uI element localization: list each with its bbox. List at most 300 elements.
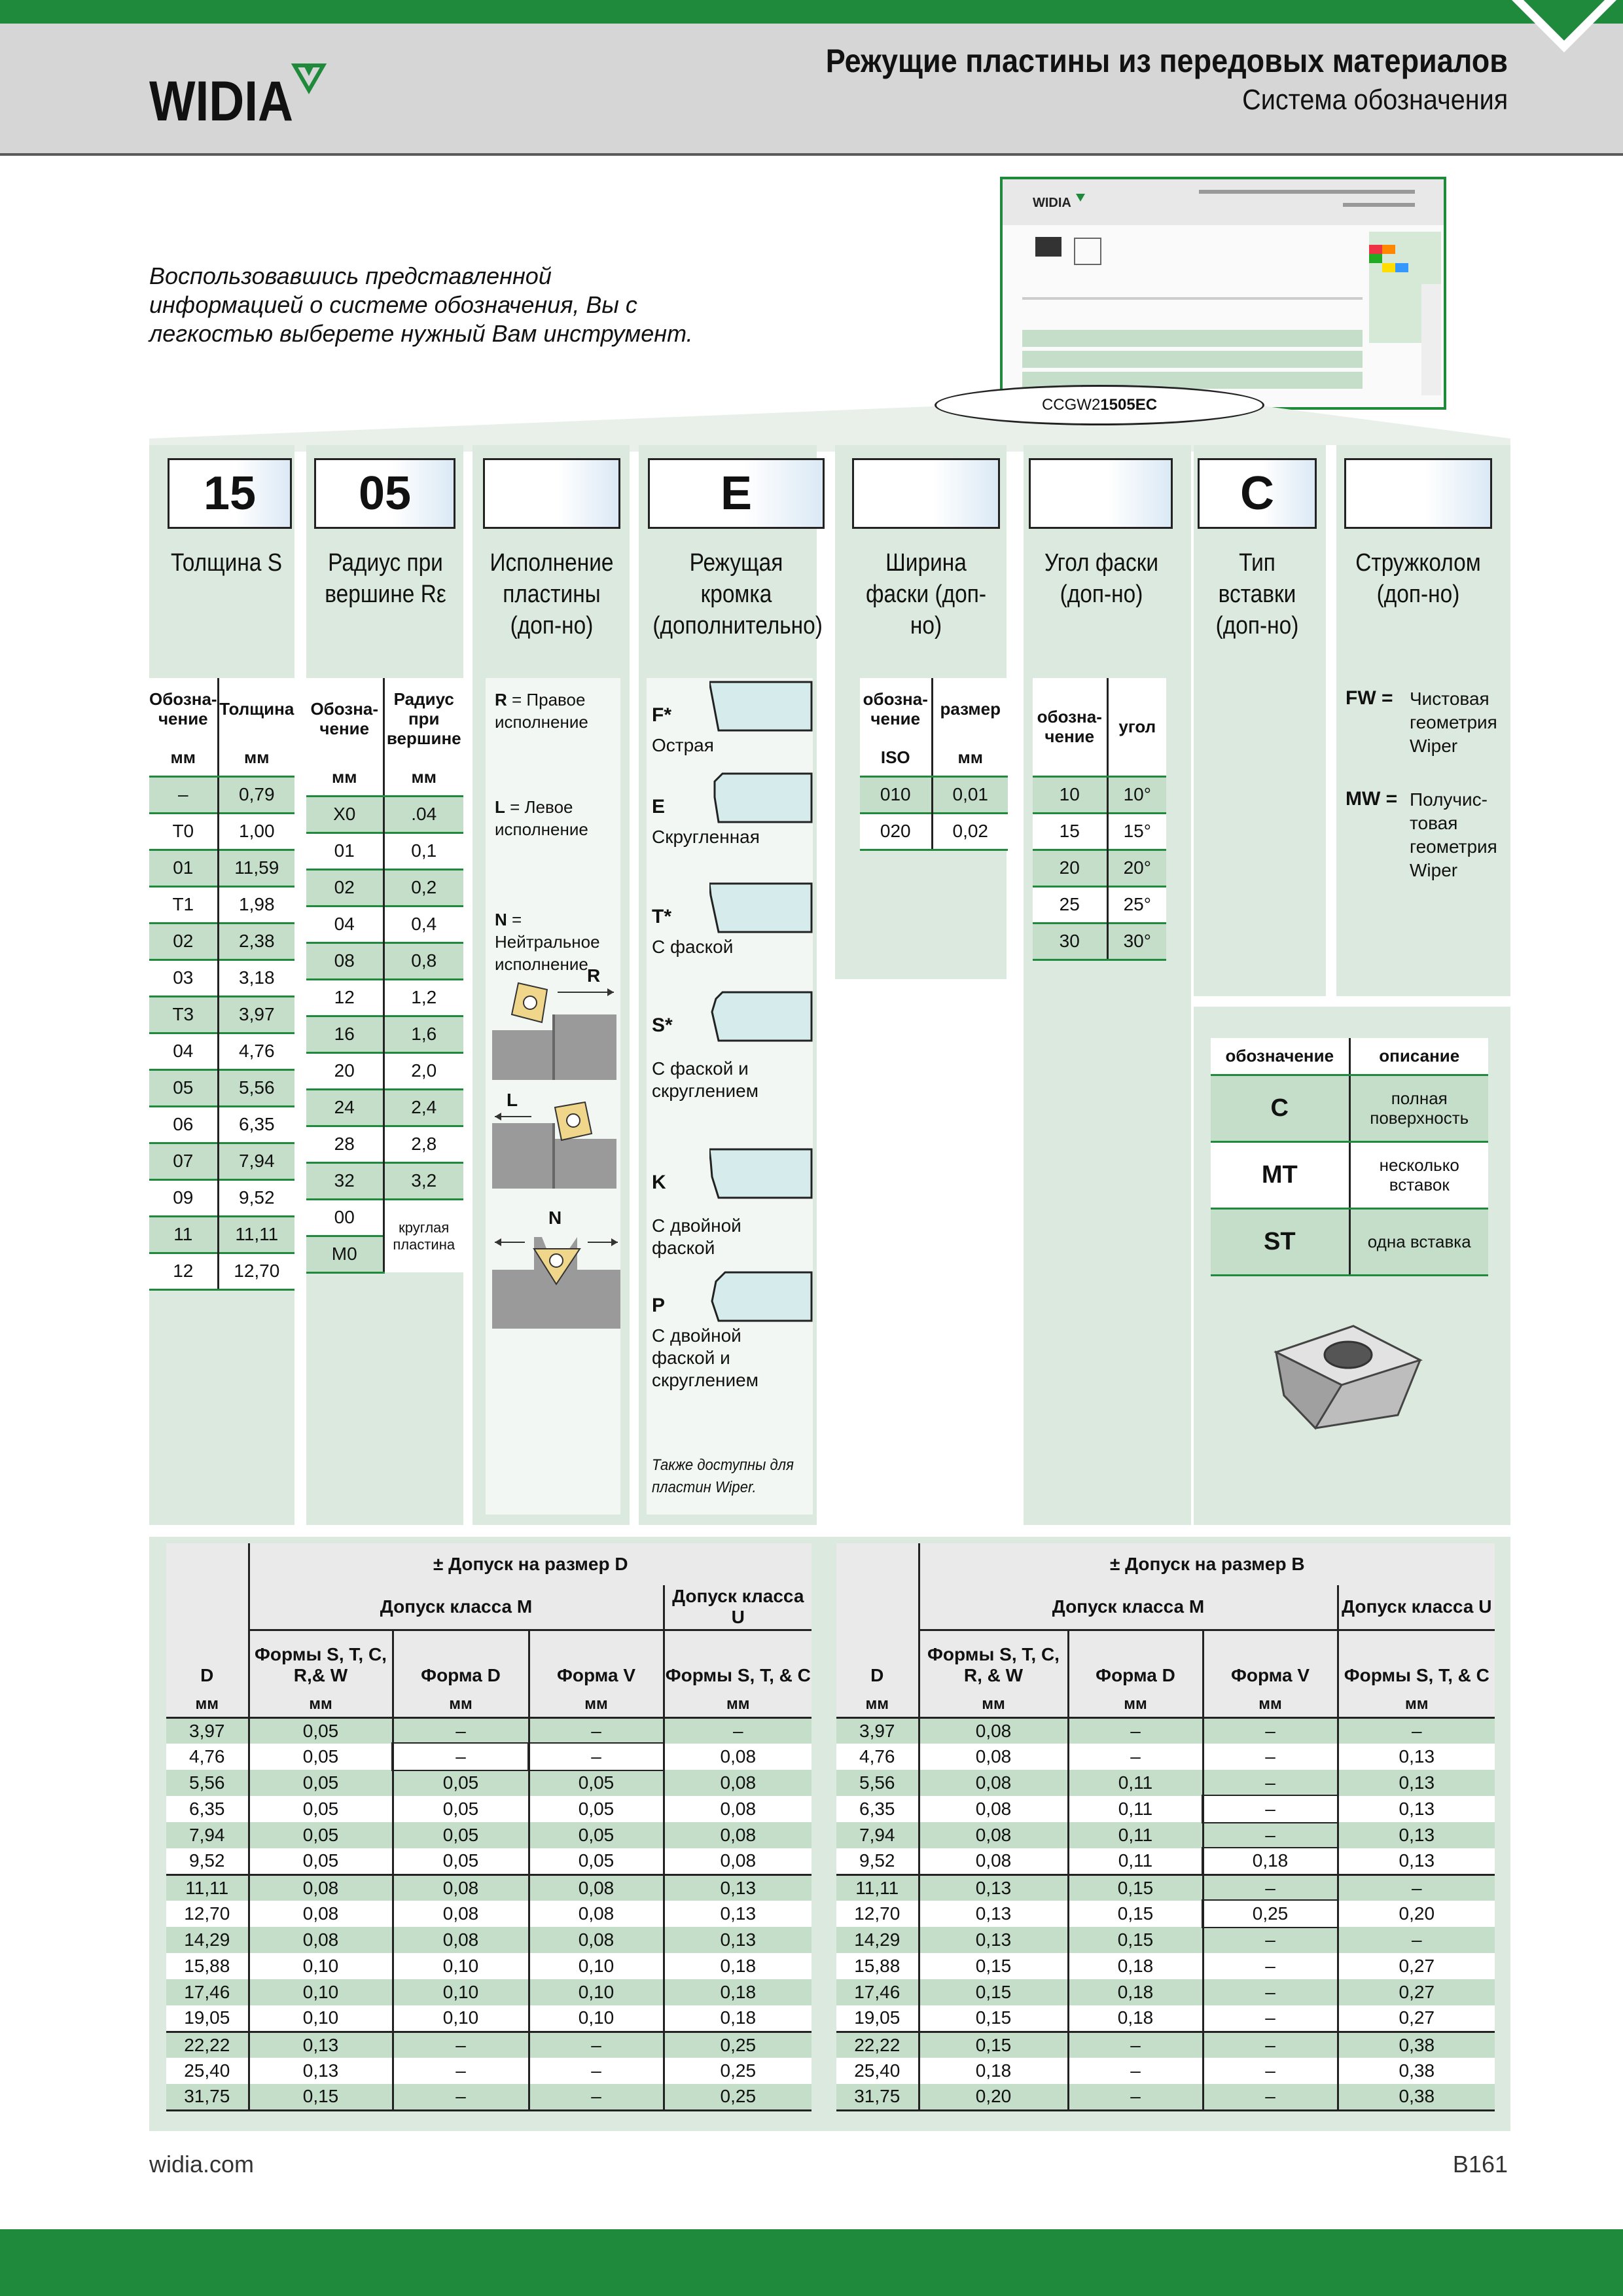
column-title-radius: Радиус при вершине Rε [325,549,446,608]
table-cell: 0,18 [1068,1953,1203,1979]
table-cell: 04 [306,906,383,942]
table-cell: – [529,1744,664,1770]
edge-code-text: K [652,1172,666,1193]
table-cell: 4,76 [218,1033,294,1069]
table-cell: 0,01 [932,776,1008,813]
code-box-radius: 05 [314,458,455,529]
table-cell: 7,94 [836,1822,919,1848]
table-row [836,1874,1495,1901]
table-cell: 0,13 [919,1874,1068,1901]
table-cell: 0,08 [393,1901,529,1927]
column-title-chipbreaker: Стружколом (доп-но) [1355,549,1481,608]
table-cell: 0,05 [393,1822,529,1848]
table-cell: 0,05 [249,1744,393,1770]
table-cell: 9,52 [836,1848,919,1874]
table-cell: – [1068,2032,1203,2058]
table-cell: 17,46 [836,1979,919,2005]
table-cell: 0,08 [393,1927,529,1953]
footer-url[interactable]: widia.com [149,2151,255,2178]
funnel-lines [149,399,1510,452]
table-cell: – [1203,1927,1338,1953]
th-class-u: Допуск класса U [664,1585,812,1630]
table-row [166,1796,812,1822]
table-cell: 0,05 [249,1770,393,1796]
table-row [149,960,294,996]
table-cell: T0 [149,813,218,850]
table-cell: 25° [1107,886,1166,923]
table-cell: – [529,2058,664,2084]
table-cell: .04 [383,796,463,833]
table-row [1033,813,1166,850]
table-cell: – [1068,2058,1203,2084]
table-cell: 0,05 [529,1848,664,1874]
unit-cell: мм [664,1693,812,1717]
table-row [149,1253,294,1289]
table-cell: 0,25 [1203,1901,1338,1927]
table-cell: 11,11 [166,1874,249,1901]
edge-code-text: P [652,1295,666,1316]
table-cell: 06 [149,1106,218,1143]
table-cell: – [1203,2058,1338,2084]
table-cell: 0,27 [1338,1953,1495,1979]
insert-icon [1270,1317,1427,1435]
table-cell: T3 [149,996,218,1033]
edge-label: С двойной фаской [652,1215,741,1258]
table-cell: 0,08 [393,1874,529,1901]
table-row [306,796,463,833]
table-cell: 0,18 [664,2005,812,2032]
table-cell: – [1203,2084,1338,2110]
bottom-green-bar [0,2229,1623,2296]
edge-code [652,704,671,726]
edge-label: С двойной фаской и скруглением [652,1325,758,1390]
column-divider [1326,445,1336,1005]
table-cell: – [393,2084,529,2110]
table-cell: 12,70 [218,1253,294,1289]
table-cell: – [149,776,218,813]
table-cell: 0,11 [1068,1822,1203,1848]
table-cell: T1 [149,886,218,923]
table-cell: 0,05 [529,1770,664,1796]
table-row [306,869,463,906]
table-row [1033,886,1166,923]
table-cell: 0,15 [1068,1927,1203,1953]
th-unit: мм [306,759,383,796]
table-cell: 0,18 [664,1953,812,1979]
table-cell: 0,25 [664,2084,812,2110]
table-cell: 0,15 [919,2032,1068,2058]
table-cell: 0,05 [249,1822,393,1848]
table-row [166,2005,812,2032]
table-cell: 3,97 [836,1717,919,1744]
table-cell: 0,10 [393,1953,529,1979]
unit-cell: мм [529,1693,664,1717]
edge-code-text: S* [652,1014,673,1036]
table-row [149,850,294,886]
table-cell: 0,10 [393,1979,529,2005]
units-row [836,1693,1495,1717]
table-cell: 0,08 [529,1927,664,1953]
unit-cell: мм [919,1693,1068,1717]
table-cell: 0,13 [919,1927,1068,1953]
table-cell: – [1203,1796,1338,1822]
table-cell: 22,22 [166,2032,249,2058]
edge-profile-icon [709,679,814,733]
designation-example [935,385,1264,425]
chipbreaker-text: Чистовая геометрия Wiper [1410,689,1497,756]
table-cell: 30 [1033,923,1107,960]
th-designation: обозна-чение [860,678,932,740]
table-cell: 1,98 [218,886,294,923]
table-cell: 11,11 [218,1216,294,1253]
table-cell: – [1338,1874,1495,1901]
table-row [836,1822,1495,1848]
page-subtitle: Система обозначения [1241,84,1508,116]
table-cell: 0,05 [249,1717,393,1744]
th-thickness: Толщина [218,678,294,740]
th-unit: мм [149,740,218,776]
table-cell: 0,08 [919,1848,1068,1874]
unit-cell: мм [1338,1693,1495,1717]
table-row [1033,850,1166,886]
table-cell: 30° [1107,923,1166,960]
table-cell: 17,46 [166,1979,249,2005]
catalog-page-thumbnail [1000,177,1446,410]
table-cell: 0,13 [664,1927,812,1953]
table-cell: – [1203,2005,1338,2032]
table-cell: 31,75 [836,2084,919,2110]
radius-table [306,678,463,1274]
table-cell: 12,70 [166,1901,249,1927]
table-cell: – [393,2058,529,2084]
column-title-hand: Исполнение пластины (доп-но) [490,549,614,639]
table-cell: 0,18 [664,1979,812,2005]
hand-illustrations [492,962,620,1329]
table-row [1033,923,1166,960]
table-cell: 0,13 [249,2058,393,2084]
table-row [306,942,463,979]
table-cell: 0,08 [529,1874,664,1901]
units-row [166,1693,812,1717]
table-row [149,1143,294,1179]
table-cell: 20° [1107,850,1166,886]
code-box-hand [483,458,620,529]
svg-text:N: N [548,1208,562,1228]
table-cell: 0,18 [919,2058,1068,2084]
hand-l-text: L = Левое исполнение [495,797,588,839]
table-cell: – [1203,1979,1338,2005]
table-cell: 0,13 [1338,1744,1495,1770]
table-cell: 15 [1033,813,1107,850]
table-row [166,1927,812,1953]
th-class-u: Допуск класса U [1338,1585,1495,1630]
hand-n-text: N = Нейтральное исполнение [495,910,600,974]
table-row [836,1796,1495,1822]
edge-code [652,1172,666,1194]
table-row [166,1979,812,2005]
column-divider-h [1194,996,1510,1007]
table-cell: – [529,2032,664,2058]
th-d: D [166,1543,249,1693]
unit-cell: мм [1203,1693,1338,1717]
table-row [166,1770,812,1796]
table-cell: 0,13 [1338,1796,1495,1822]
table-cell: 0,25 [664,2032,812,2058]
table-cell: 25,40 [166,2058,249,2084]
table-cell: круглая пластина [383,1199,463,1272]
th-col: Формы S, T, C, R, & W [919,1630,1068,1693]
code-box-chipbreaker [1344,458,1492,529]
table-cell: 0,38 [1338,2032,1495,2058]
table-row [306,1126,463,1162]
table-row [149,813,294,850]
table-cell: 0,15 [919,2005,1068,2032]
table-row [166,2032,812,2058]
table-cell: 12,70 [836,1901,919,1927]
table-cell: 01 [149,850,218,886]
svg-text:WIDIA: WIDIA [149,70,293,132]
table-cell: 0,13 [664,1874,812,1901]
table-row [836,2058,1495,2084]
edge-code-text: F* [652,704,671,726]
table-cell: 11 [149,1216,218,1253]
table-cell: 0,05 [393,1848,529,1874]
table-cell: 2,38 [218,923,294,960]
table-cell: 11,11 [836,1874,919,1901]
table-cell: MT [1211,1141,1349,1208]
table-cell: – [1068,2084,1203,2110]
table-cell: 14,29 [836,1927,919,1953]
table-cell: 22,22 [836,2032,919,2058]
edge-label: Скругленная [652,827,760,847]
edge-label: С фаской и скруглением [652,1058,758,1101]
column-title-insert-type: Тип вставки (доп-но) [1215,549,1299,639]
hand-r-text: R = Правое исполнение [495,690,588,732]
table-row [836,1979,1495,2005]
table-row [149,996,294,1033]
table-cell: 0,15 [919,1953,1068,1979]
table-cell: 20 [1033,850,1107,886]
table-cell: 2,4 [383,1089,463,1126]
table-row [149,923,294,960]
edge-profile-icon [709,881,814,935]
widia-logo [149,60,346,132]
table-row [836,1953,1495,1979]
table-cell: M0 [306,1236,383,1272]
edge-code-text: T* [652,906,671,927]
table-cell: X0 [306,796,383,833]
th-col: Формы S, T, C, R,& W [249,1630,393,1693]
th-designation: Обозна-чение [149,678,218,740]
table-cell: 5,56 [836,1770,919,1796]
table-cell: 9,52 [166,1848,249,1874]
table-cell: 0,11 [1068,1770,1203,1796]
table-cell: 0,4 [383,906,463,942]
intro-text: Воспользовавшись представленной информацией о системе обозначения, Вы с легкостью выберете нужный Вам инструмент. [149,262,693,347]
table-cell: 0,13 [249,2032,393,2058]
table-cell: 01 [306,833,383,869]
table-row [836,1770,1495,1796]
edge-profile-icon [709,990,814,1043]
chipbreaker-code: FW = [1346,687,1393,709]
table-cell: 10° [1107,776,1166,813]
table-cell: 3,18 [218,960,294,996]
code-box-chamfer-width [852,458,1000,529]
table-cell: – [1203,1874,1338,1901]
th-angle: угол [1107,678,1166,776]
table-cell: 0,08 [664,1822,812,1848]
table-cell: 32 [306,1162,383,1199]
table-row [166,2058,812,2084]
table-cell: 4,76 [836,1744,919,1770]
th-designation: обозначение [1211,1038,1349,1075]
table-cell: 1,2 [383,979,463,1016]
table-row [836,1901,1495,1927]
th-size: размер [940,699,1001,719]
th-unit: ISO [860,740,932,776]
th-class-m: Допуск класса M [249,1585,664,1630]
th-tol-b-title: ± Допуск на размер B [919,1543,1495,1585]
tolerance-b-table [836,1543,1495,2111]
table-cell: 0,08 [664,1796,812,1822]
table-cell: 0,13 [1338,1848,1495,1874]
table-cell: 19,05 [166,2005,249,2032]
table-cell: 0,38 [1338,2058,1495,2084]
table-cell: 0,15 [1068,1874,1203,1901]
table-cell: 0,13 [664,1901,812,1927]
page-title: Режущие пластины из передовых материалов [825,43,1508,79]
table-cell: 6,35 [836,1796,919,1822]
table-row [306,1162,463,1199]
table-cell: 0,08 [919,1822,1068,1848]
th-class-m: Допуск класса M [919,1585,1338,1630]
table-row [166,1717,812,1744]
thickness-table [149,678,294,1291]
table-cell: – [1203,1770,1338,1796]
edge-label: Острая [652,735,714,755]
table-cell: 0,27 [1338,2005,1495,2032]
corner-notch-icon [1512,0,1616,52]
table-cell: – [1203,1744,1338,1770]
table-row [166,1874,812,1901]
table-cell: 0,2 [383,869,463,906]
table-cell: 10 [1033,776,1107,813]
table-cell: 0,18 [1068,1979,1203,2005]
table-cell: 15,88 [166,1953,249,1979]
table-cell: 0,05 [393,1770,529,1796]
table-row [149,776,294,813]
code-box-edge: E [648,458,825,529]
edge-code-text: E [652,796,666,817]
edge-label: С фаской [652,937,734,957]
table-cell: 0,10 [529,1979,664,2005]
edge-note: Также доступны для пластин Wiper. [652,1456,794,1496]
table-row [166,1901,812,1927]
table-cell: 0,79 [218,776,294,813]
code-box-thickness: 15 [168,458,292,529]
table-cell: 15° [1107,813,1166,850]
insert-type-table [1211,1038,1488,1276]
table-cell: 3,2 [383,1162,463,1199]
table-cell: 31,75 [166,2084,249,2110]
th-tol-d-title: ± Допуск на размер D [249,1543,812,1585]
table-cell: – [1203,1953,1338,1979]
table-row [836,2032,1495,2058]
unit-cell: мм [836,1693,919,1717]
table-cell: 4,76 [166,1744,249,1770]
table-cell: 1,00 [218,813,294,850]
svg-text:L: L [507,1090,518,1110]
th-col: Форма V [1203,1630,1338,1693]
table-cell: 0,05 [529,1822,664,1848]
table-cell: – [664,1717,812,1744]
table-cell: 0,08 [529,1901,664,1927]
table-row [306,979,463,1016]
table-cell: 28 [306,1126,383,1162]
table-cell: 0,05 [529,1796,664,1822]
table-cell: – [1338,1927,1495,1953]
table-row [166,1822,812,1848]
table-cell: ST [1211,1208,1349,1275]
table-cell: 0,8 [383,942,463,979]
table-cell: 12 [149,1253,218,1289]
table-row [149,1106,294,1143]
th-col: Форма V [529,1630,664,1693]
table-cell: одна вставка [1349,1208,1488,1275]
th-col: Форма D [393,1630,529,1693]
table-cell: 02 [149,923,218,960]
table-cell: 15,88 [836,1953,919,1979]
table-cell: 0,08 [919,1744,1068,1770]
th-description: описание [1349,1038,1488,1075]
table-cell: 3,97 [166,1717,249,1744]
table-row [166,1848,812,1874]
table-row [166,2084,812,2110]
table-cell: 19,05 [836,2005,919,2032]
edge-profile-icon [709,1270,814,1323]
table-cell: 09 [149,1179,218,1216]
table-cell: 0,08 [249,1901,393,1927]
column-title-edge: Режущая кромка (дополнительно) [652,549,823,639]
th-radius: Радиус при вершине [383,678,463,759]
table-row [1033,776,1166,813]
table-cell: 0,10 [393,2005,529,2032]
table-cell: 0,18 [1203,1848,1338,1874]
table-row [149,886,294,923]
svg-text:WIDIA: WIDIA [1033,196,1071,210]
table-row [306,1052,463,1089]
table-row [836,1927,1495,1953]
chipbreaker-text: Получис-товая геометрия Wiper [1410,789,1497,880]
table-cell: 0,05 [249,1796,393,1822]
chamfer-width-table [860,678,1008,851]
table-cell: 0,20 [919,2084,1068,2110]
table-cell: – [1203,2032,1338,2058]
table-cell: – [529,2084,664,2110]
page-number: B161 [1452,2151,1508,2178]
table-cell: 0,11 [1068,1796,1203,1822]
table-cell: 16 [306,1016,383,1052]
table-cell: 1,6 [383,1016,463,1052]
table-cell: 03 [149,960,218,996]
table-row [1211,1208,1488,1275]
tolerance-d-table [166,1543,812,2111]
edge-code [652,1295,665,1317]
table-row [149,1069,294,1106]
table-cell: 0,05 [393,1796,529,1822]
code-box-chamfer-angle [1029,458,1173,529]
table-cell: 0,08 [919,1717,1068,1744]
